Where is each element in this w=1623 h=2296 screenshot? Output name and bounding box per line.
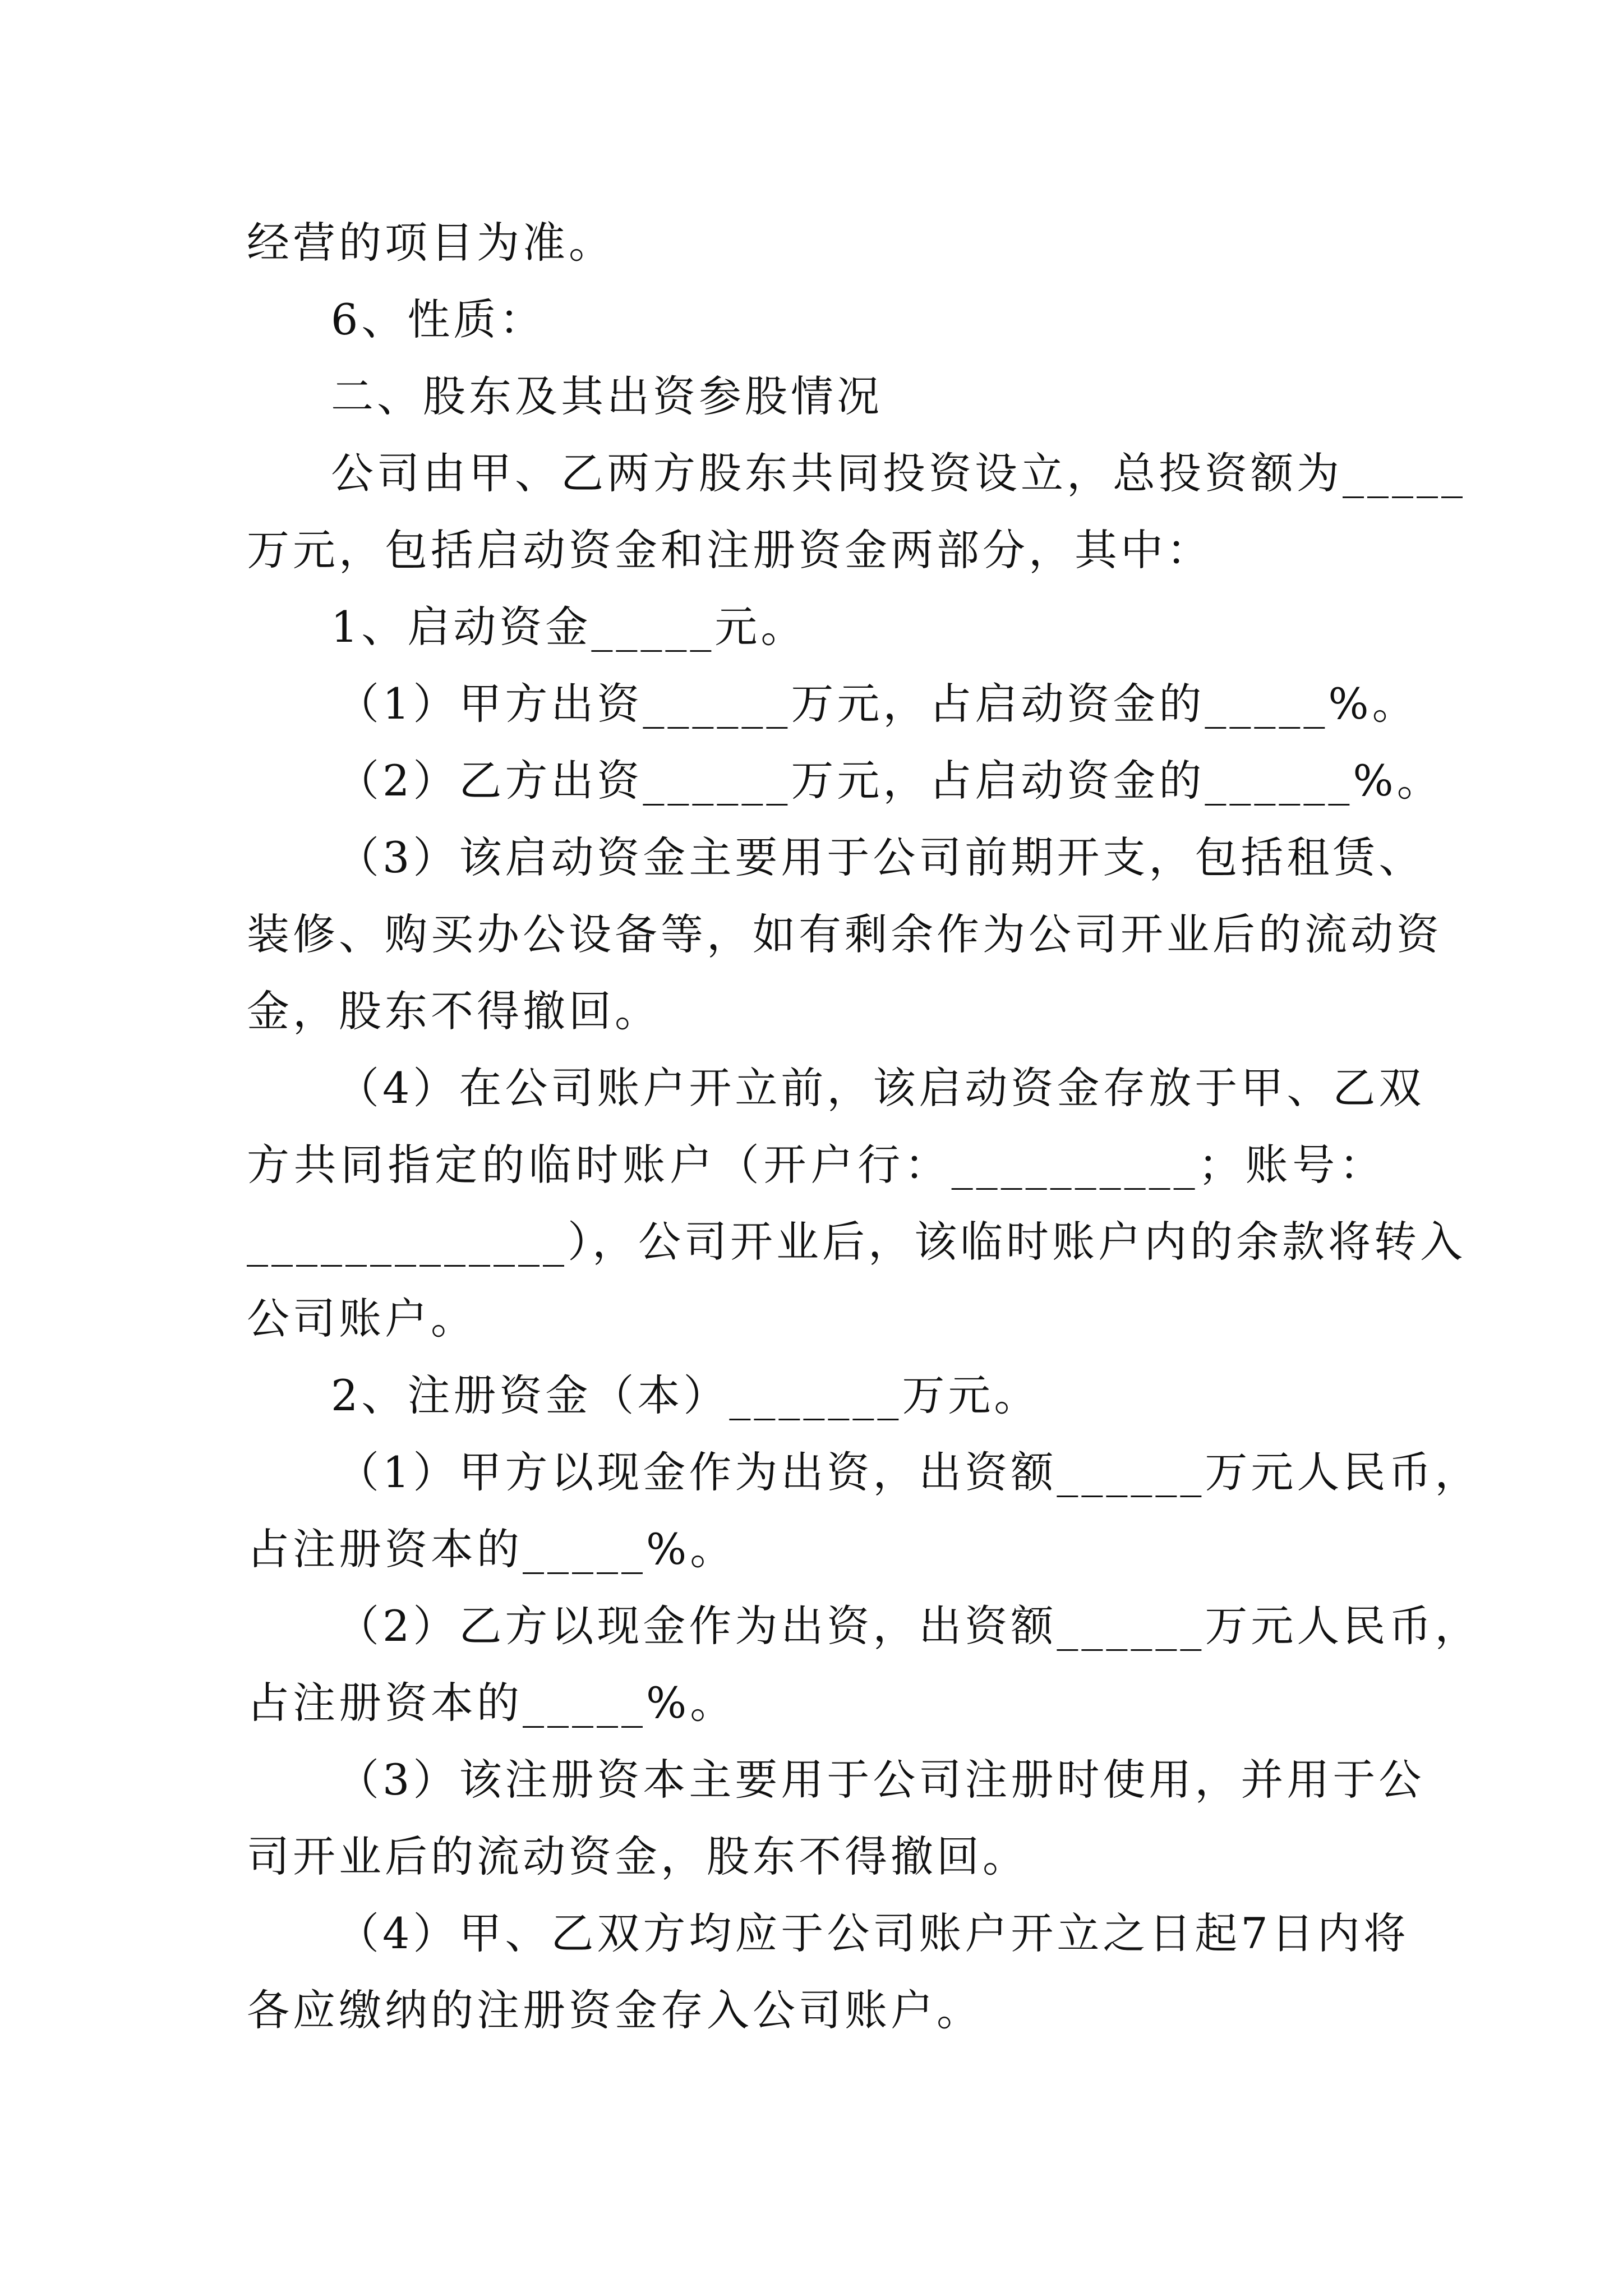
text-line: （1）甲方以现金作为出资，出资额______万元人民币， [336,1447,1481,1497]
text-line: 1、启动资金_____元。 [331,602,807,652]
text-line: 方共同指定的临时账户（开户行：__________；账号： [247,1140,1385,1190]
text-line: 公司账户。 [247,1294,477,1343]
text-line: 装修、购买办公设备等，如有剩余作为公司开业后的流动资 [247,909,1442,959]
text-line: （2）乙方以现金作为出资，出资额______万元人民币， [336,1601,1481,1651]
text-line: 金，股东不得撤回。 [247,986,661,1036]
text-line: （1）甲方出资______万元，占启动资金的_____%。 [336,679,1418,729]
text-line: 各应缴纳的注册资金存入公司账户。 [247,1985,983,2035]
text-line: 公司由甲、乙两方股东共同投资设立，总投资额为_____ [331,448,1466,498]
text-line: （3）该注册资本主要用于公司注册时使用，并用于公 [336,1755,1425,1805]
text-line: （4）在公司账户开立前，该启动资金存放于甲、乙双 [336,1063,1425,1113]
text-line: 6、性质： [331,295,546,344]
text-line: _____________），公司开业后，该临时账户内的余款将转入 [247,1217,1466,1267]
text-line: 经营的项目为准。 [247,218,615,268]
text-line: 占注册资本的_____%。 [247,1678,736,1728]
text-line: （3）该启动资金主要用于公司前期开支，包括租赁、 [336,832,1425,882]
text-line: 司开业后的流动资金，股东不得撤回。 [247,1832,1029,1881]
section-heading: 二、股东及其出资参股情况 [331,371,883,421]
text-line: （2）乙方出资______万元，占启动资金的______%。 [336,756,1443,806]
text-line: （4）甲、乙双方均应于公司账户开立之日起7日内将 [336,1908,1409,1958]
text-line: 万元，包括启动资金和注册资金两部分，其中： [247,525,1212,575]
text-line: 2、注册资金（本）_______万元。 [331,1370,1040,1420]
text-line: 占注册资本的_____%。 [247,1524,736,1574]
